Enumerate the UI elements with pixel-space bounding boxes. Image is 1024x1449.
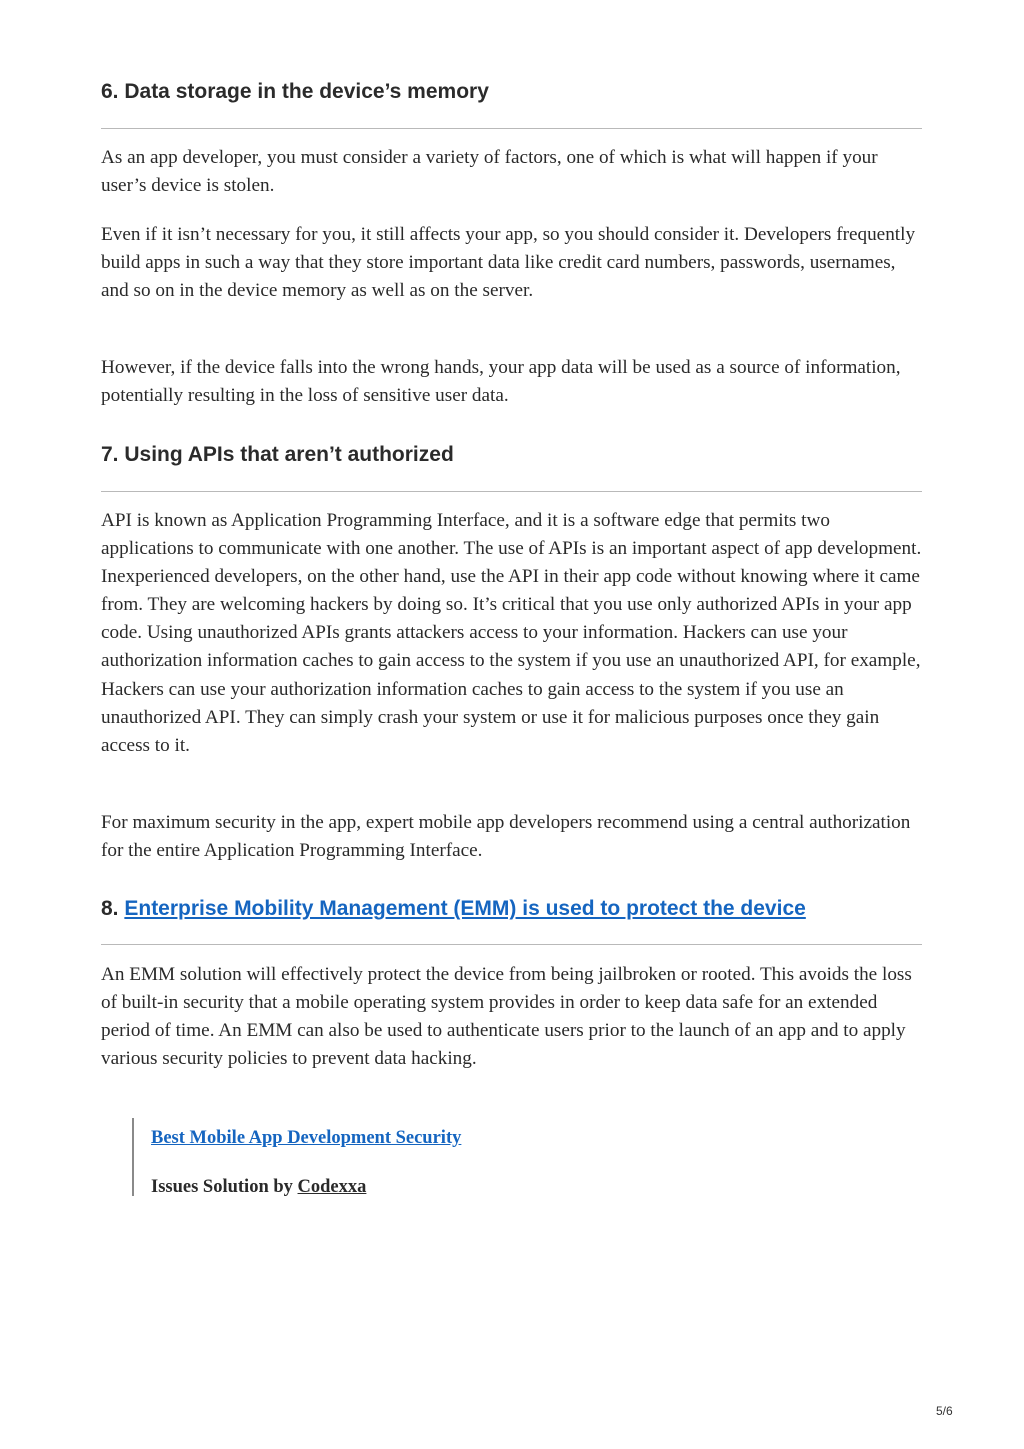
section-6-heading: 6. Data storage in the device’s memory <box>101 80 489 103</box>
section-7-heading: 7. Using APIs that aren’t authorized <box>101 443 454 466</box>
section-8-divider <box>101 944 922 945</box>
section-7-divider <box>101 491 922 492</box>
section-8-number: 8. <box>101 897 119 920</box>
quote-line-2 <box>151 1175 366 1199</box>
section-8-heading <box>101 896 922 922</box>
quote-line-2-prefix: Issues Solution by <box>151 1177 298 1197</box>
section-8-title-link[interactable]: Enterprise Mobility Management (EMM) is used to protect the device <box>124 897 806 920</box>
quote-line-1 <box>151 1126 461 1150</box>
section-7-paragraph-2: For maximum security in the app, expert mobile app developers recommend using a central authorization for the entire Application Programming Interface. <box>101 812 911 862</box>
best-mobile-app-security-link[interactable]: Best Mobile App Development Security <box>151 1128 462 1148</box>
page-number: 5/6 <box>936 1404 953 1418</box>
section-8-paragraph-1: An EMM solution will effectively protect the device from being jailbroken or rooted. This avoids the loss of built-in security that a mobile operating system provides in order to keep data safe for an extended period of time. An EMM can also be used to authenticate users prior to the launch of an app and to apply various security policies to prevent data hacking. <box>101 964 912 1070</box>
section-6-paragraph-2: Even if it isn’t necessary for you, it still affects your app, so you should consider it. Developers frequently build apps in such a way that they store important data like credit card numbers, passwords, usernames, and so on in the device memory as well as on the server. <box>101 224 916 302</box>
codexxa-link[interactable]: Codexxa <box>297 1177 367 1197</box>
section-7-paragraph-1: API is known as Application Programming Interface, and it is a software edge that permits two applications to communicate with one another. The use of APIs is an important aspect of app development. Inexperienced developers, on the other hand, use the API in their app code without knowing where it came from. They are welcoming hackers by doing so. It’s critical that you use only authorized APIs in your app code. Using unauthorized APIs grants attackers access to your information. Hackers can use your authorization information caches to gain access to the system if you use an unauthorized API, for example, Hackers can use your authorization information caches to gain access to the system if you use an unauthorized API. They can simply crash your system or use it for malicious purposes once they gain access to it. <box>101 510 922 756</box>
section-6-paragraph-1: As an app developer, you must consider a variety of factors, one of which is what will happen if your user’s device is stolen. <box>101 147 878 197</box>
related-post-quote <box>132 1118 462 1197</box>
section-6-divider <box>101 128 922 129</box>
section-6-paragraph-3: However, if the device falls into the wrong hands, your app data will be used as a source of information, potentially resulting in the loss of sensitive user data. <box>101 357 901 407</box>
